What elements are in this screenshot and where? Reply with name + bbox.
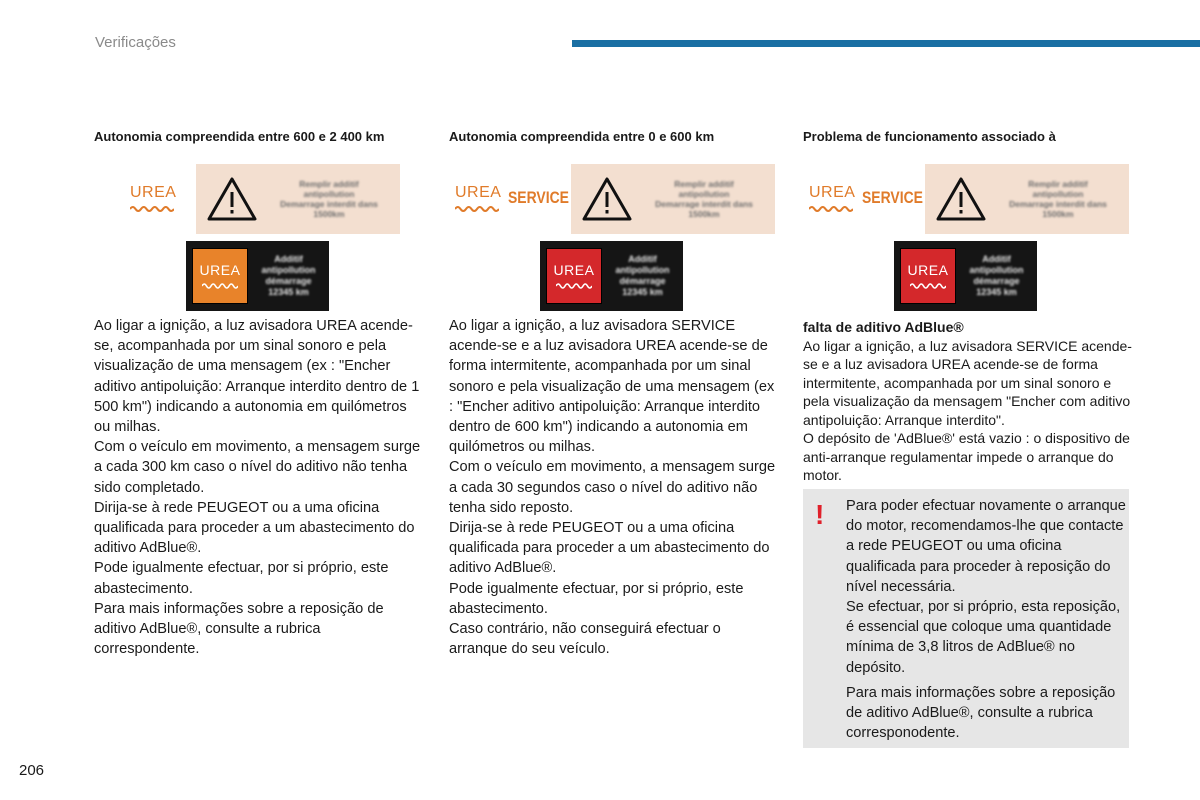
column-body bbox=[449, 316, 779, 659]
paragraph: Para mais informações sobre a reposição de aditivo AdBlue®, consulte a rubrica correspondente. bbox=[94, 600, 384, 658]
warning-message-banner bbox=[571, 164, 775, 234]
banner-message: Remplir additif antipollution Demarrage interdit dans 1500km bbox=[280, 179, 378, 219]
warning-triangle-icon bbox=[581, 176, 633, 222]
urea-warning-icon: UREA bbox=[130, 184, 177, 201]
header-accent-bar bbox=[572, 40, 1200, 47]
column-heading: Autonomia compreendida entre 600 e 2 400 km bbox=[94, 129, 385, 144]
paragraph: Pode igualmente efectuar, por si próprio, este abastecimento. bbox=[449, 580, 744, 617]
column-subheading: falta de aditivo AdBlue® bbox=[803, 319, 964, 335]
instrument-display bbox=[540, 241, 683, 311]
page-number: 206 bbox=[19, 762, 45, 779]
urea-tile-icon: UREA bbox=[546, 248, 602, 304]
urea-warning-icon: UREA bbox=[809, 184, 856, 201]
service-warning-icon: SERVICE bbox=[862, 188, 923, 207]
column-600-2400 bbox=[94, 128, 434, 658]
warning-message-banner bbox=[196, 164, 400, 234]
paragraph: Dirija-se à rede PEUGEOT ou a uma oficina qualificada para proceder a um abastecimento do aditivo AdBlue®. bbox=[94, 499, 415, 557]
banner-message: Remplir additif antipollution Demarrage interdit dans 1500km bbox=[655, 179, 753, 219]
column-0-600 bbox=[449, 128, 789, 658]
urea-wave-icon bbox=[809, 205, 853, 213]
exclamation-icon: ! bbox=[815, 499, 825, 530]
paragraph: O depósito de 'AdBlue®' está vazio : o dispositivo de anti-arranque regulamentar impede o arranque do motor. bbox=[803, 430, 1130, 483]
display-message: Additif antipollution démarrage 12345 km bbox=[969, 254, 1024, 297]
column-heading: Autonomia compreendida entre 0 e 600 km bbox=[449, 129, 715, 144]
column-body bbox=[803, 318, 1133, 485]
service-warning-icon: SERVICE bbox=[508, 188, 569, 207]
display-message: Additif antipollution démarrage 12345 km bbox=[615, 254, 670, 297]
note-paragraph: Se efectuar, por si próprio, esta reposição, é essencial que coloque uma quantidade mínima de 3,8 litros de AdBlue® no depósito. bbox=[846, 599, 1121, 676]
warning-triangle-icon bbox=[935, 176, 987, 222]
banner-message: Remplir additif antipollution Demarrage interdit dans 1500km bbox=[1009, 179, 1107, 219]
instrument-display bbox=[186, 241, 329, 311]
warning-message-banner bbox=[925, 164, 1129, 234]
column-heading: Problema de funcionamento associado à bbox=[803, 129, 1056, 144]
urea-warning-icon: UREA bbox=[455, 184, 502, 201]
paragraph: Dirija-se à rede PEUGEOT ou a uma oficina qualificada para proceder a um abastecimento do aditivo AdBlue®. bbox=[449, 520, 770, 577]
display-message: Additif antipollution démarrage 12345 km bbox=[261, 254, 316, 297]
section-title: Verificações bbox=[95, 34, 176, 51]
column-adblue-fault bbox=[803, 128, 1133, 742]
column-body bbox=[94, 316, 424, 659]
note-paragraph: Para poder efectuar novamente o arranque do motor, recomendamos-lhe que contacte a rede PEUGEOT ou uma oficina qualificada para proceder à reposição do nível necessária. bbox=[846, 498, 1126, 595]
paragraph: Ao ligar a ignição, a luz avisadora UREA acende-se, acompanhada por um sinal sonoro e pela visualização de uma mensagem (ex : "Encher aditivo antipoluição: Arranque interdito dentro de 1 500 km") indicando a autonomia em quilómetros ou milhas. bbox=[94, 318, 420, 436]
urea-tile-icon: UREA bbox=[192, 248, 248, 304]
warning-note-box bbox=[803, 489, 1129, 748]
urea-wave-icon bbox=[455, 205, 499, 213]
instrument-display bbox=[894, 241, 1037, 311]
urea-wave-icon bbox=[130, 205, 174, 213]
paragraph: Ao ligar a ignição, a luz avisadora SERVICE acende-se e a luz avisadora UREA acende-se de forma intermitente, acompanhada por um sinal sonoro e pela visualização de uma mensagem (ex : "Encher aditivo antipoluição: Arranque interdito dentro de 600 km") indicando a autonomia em quilómetros ou milhas. bbox=[449, 318, 775, 456]
urea-tile-icon: UREA bbox=[900, 248, 956, 304]
note-text bbox=[846, 496, 1126, 743]
warning-triangle-icon bbox=[206, 176, 258, 222]
paragraph: Com o veículo em movimento, a mensagem surge a cada 30 segundos caso o nível do aditivo não tenha sido reposto. bbox=[449, 459, 776, 516]
paragraph: Caso contrário, não conseguirá efectuar o arranque do seu veículo. bbox=[449, 621, 721, 658]
paragraph: Com o veículo em movimento, a mensagem surge a cada 300 km caso o nível do aditivo não tenha sido completado. bbox=[94, 439, 421, 496]
paragraph: Pode igualmente efectuar, por si próprio, este abastecimento. bbox=[94, 560, 389, 597]
paragraph: Ao ligar a ignição, a luz avisadora SERVICE acende-se e a luz avisadora UREA acende-se de forma intermitente, acompanhada por um sinal sonoro e pela visualização da mensagem "Encher com aditivo antipoluição: Arranque interdito". bbox=[803, 337, 1132, 428]
note-paragraph: Para mais informações sobre a reposição de aditivo AdBlue®, consulte a rubrica corresponodente. bbox=[846, 684, 1116, 742]
